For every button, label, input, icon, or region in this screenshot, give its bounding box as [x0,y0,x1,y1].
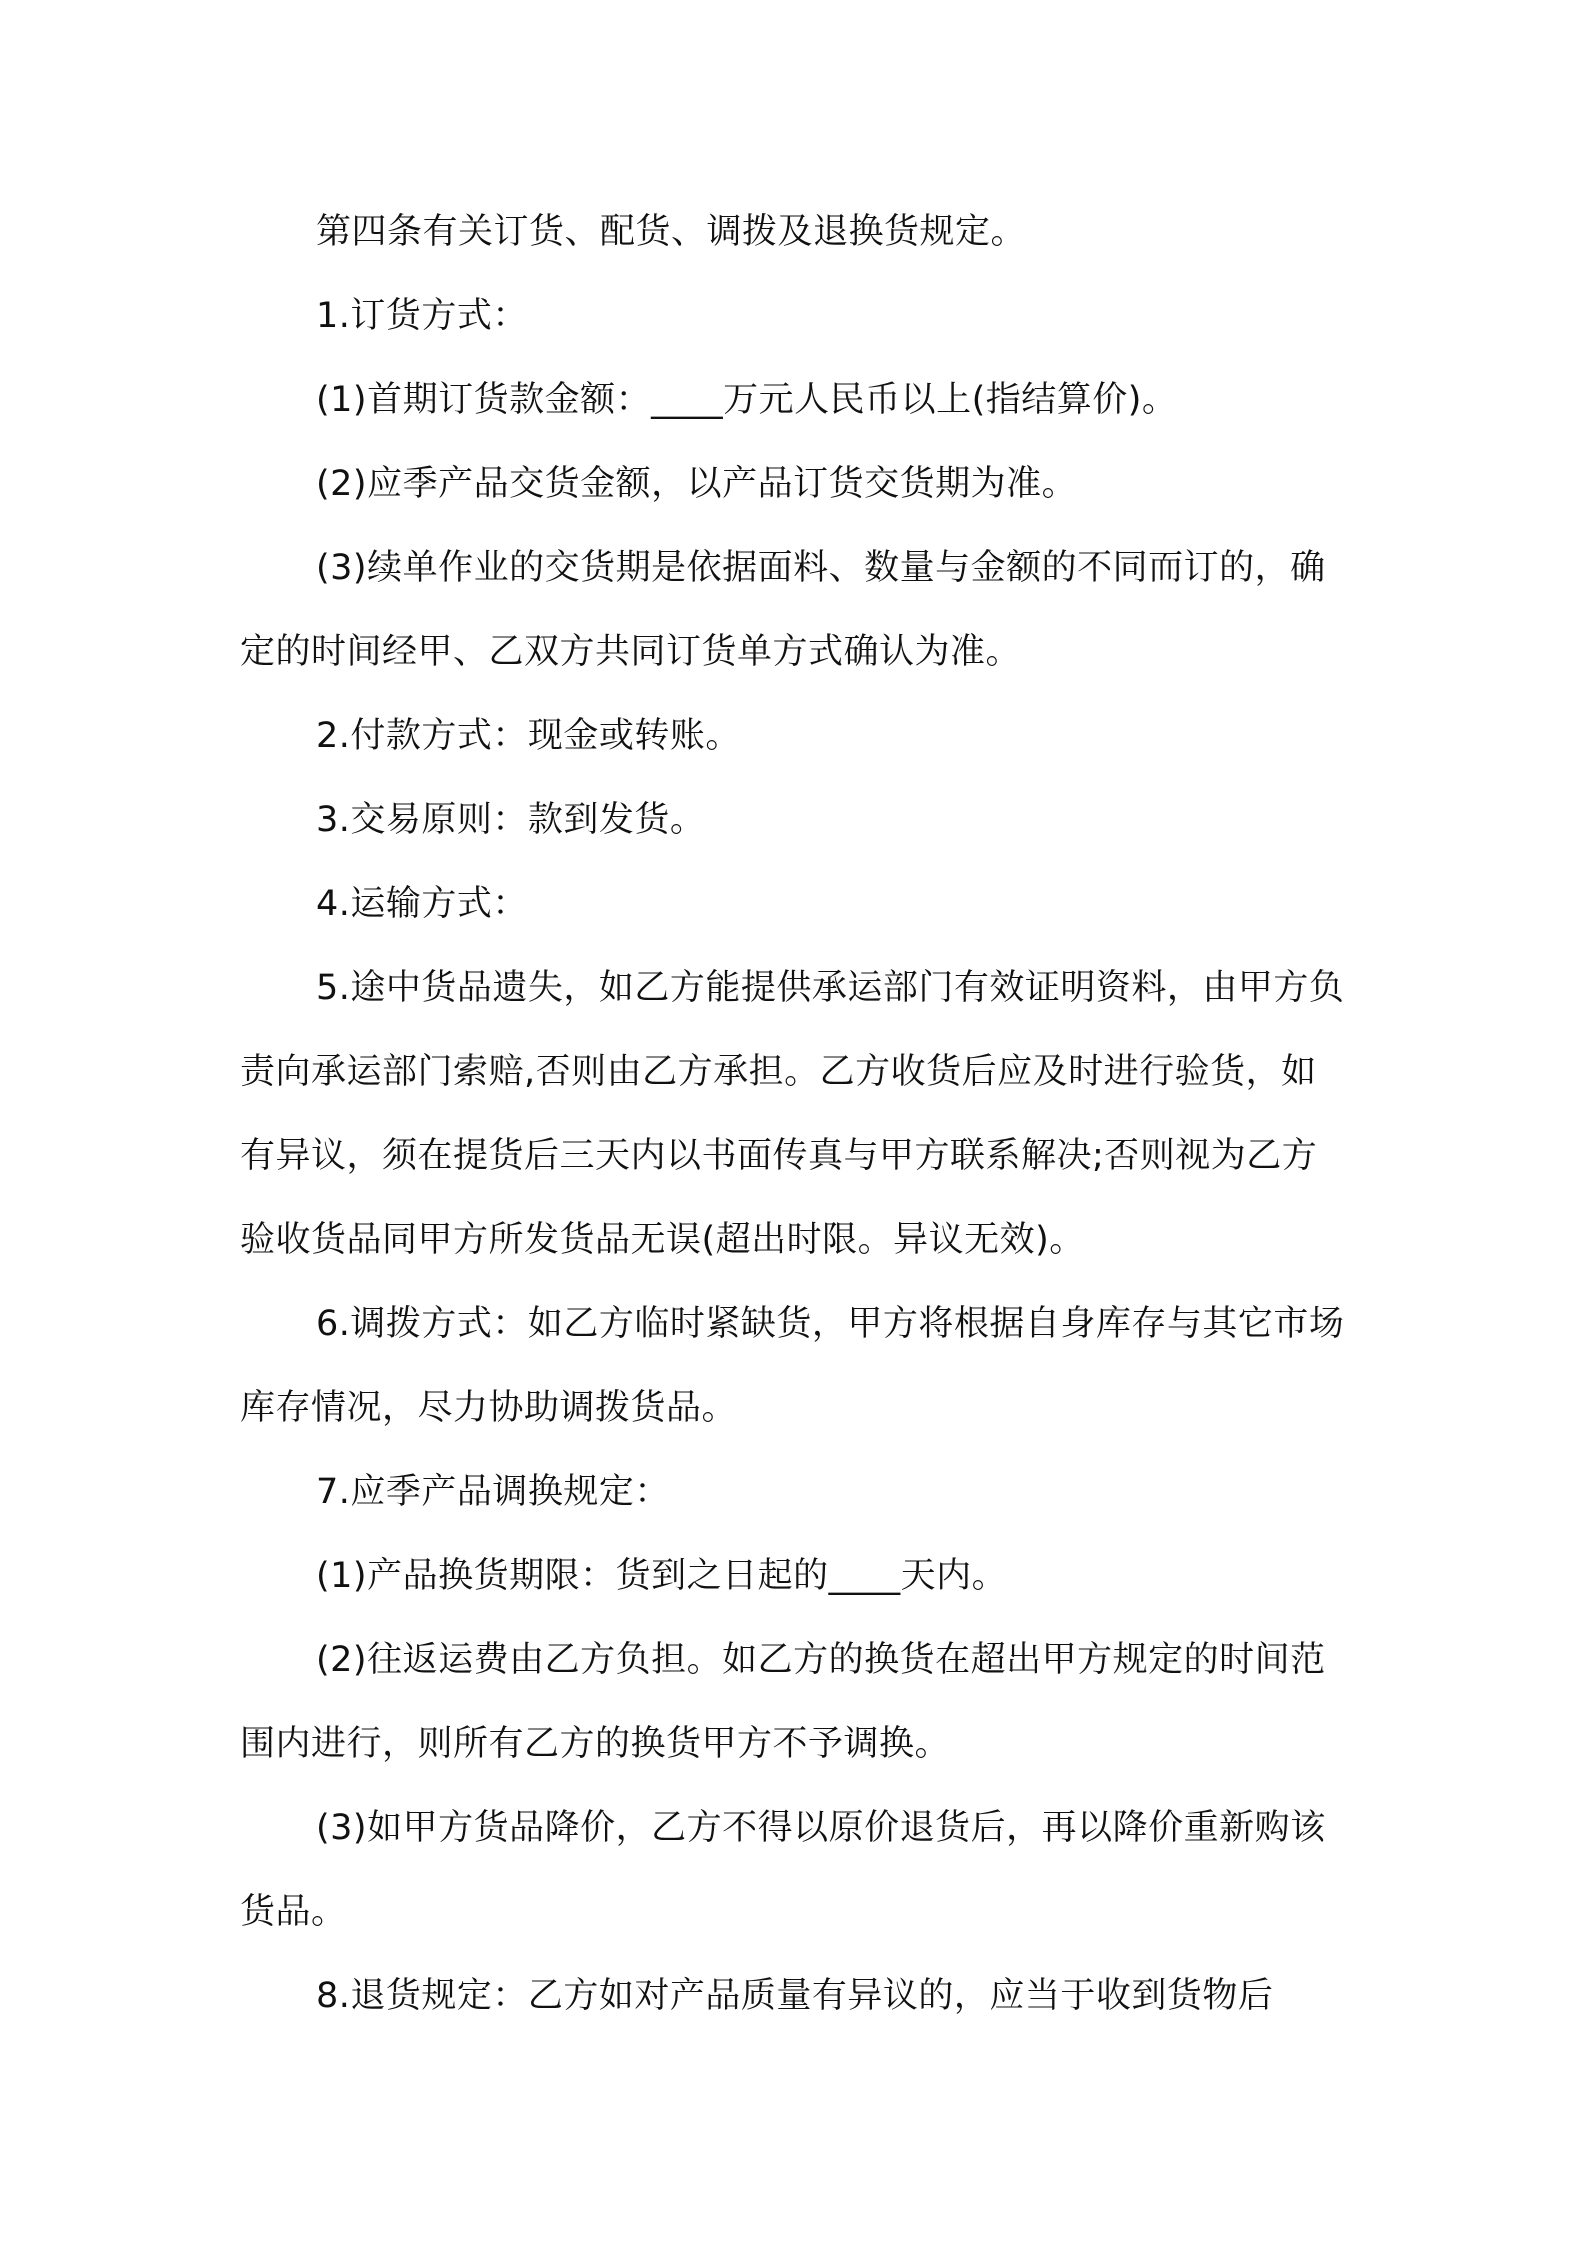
paragraph: (1)首期订货款金额：____万元人民币以上(指结算价)。 [316,380,1178,420]
paragraph: 第四条有关订货、配货、调拨及退换货规定。 [316,212,1027,252]
paragraph: (3)续单作业的交货期是依据面料、数量与金额的不同而订的，确定的时间经甲、乙双方共同订货单方式确认为准。 [240,548,1326,672]
paragraph: 7.应季产品调换规定： [316,1472,670,1512]
paragraph: 5.途中货品遗失，如乙方能提供承运部门有效证明资料，由甲方负责向承运部门索赔,否则由乙方承担。乙方收货后应及时进行验货，如有异议，须在提货后三天内以书面传真与甲方联系解决;否则视为乙方验收货品同甲方所发货品无误(超出时限。异议无效)。 [240,968,1345,1260]
paragraph: 2.付款方式：现金或转账。 [316,716,741,756]
document-body [240,190,1352,2038]
paragraph: 4.运输方式： [316,884,528,924]
paragraph: 1.订货方式： [316,296,528,336]
paragraph: (1)产品换货期限：货到之日起的____天内。 [316,1556,1008,1596]
paragraph: (2)应季产品交货金额，以产品订货交货期为准。 [316,464,1078,504]
paragraph: (2)往返运费由乙方负担。如乙方的换货在超出甲方规定的时间范围内进行，则所有乙方的换货甲方不予调换。 [240,1640,1326,1764]
paragraph: 3.交易原则：款到发货。 [316,800,706,840]
paragraph: 8.退货规定：乙方如对产品质量有异议的，应当于收到货物后 [316,1976,1274,2016]
paragraph: (3)如甲方货品降价，乙方不得以原价退货后，再以降价重新购该货品。 [240,1808,1326,1932]
paragraph: 6.调拨方式：如乙方临时紧缺货，甲方将根据自身库存与其它市场库存情况，尽力协助调拨货品。 [240,1304,1345,1428]
